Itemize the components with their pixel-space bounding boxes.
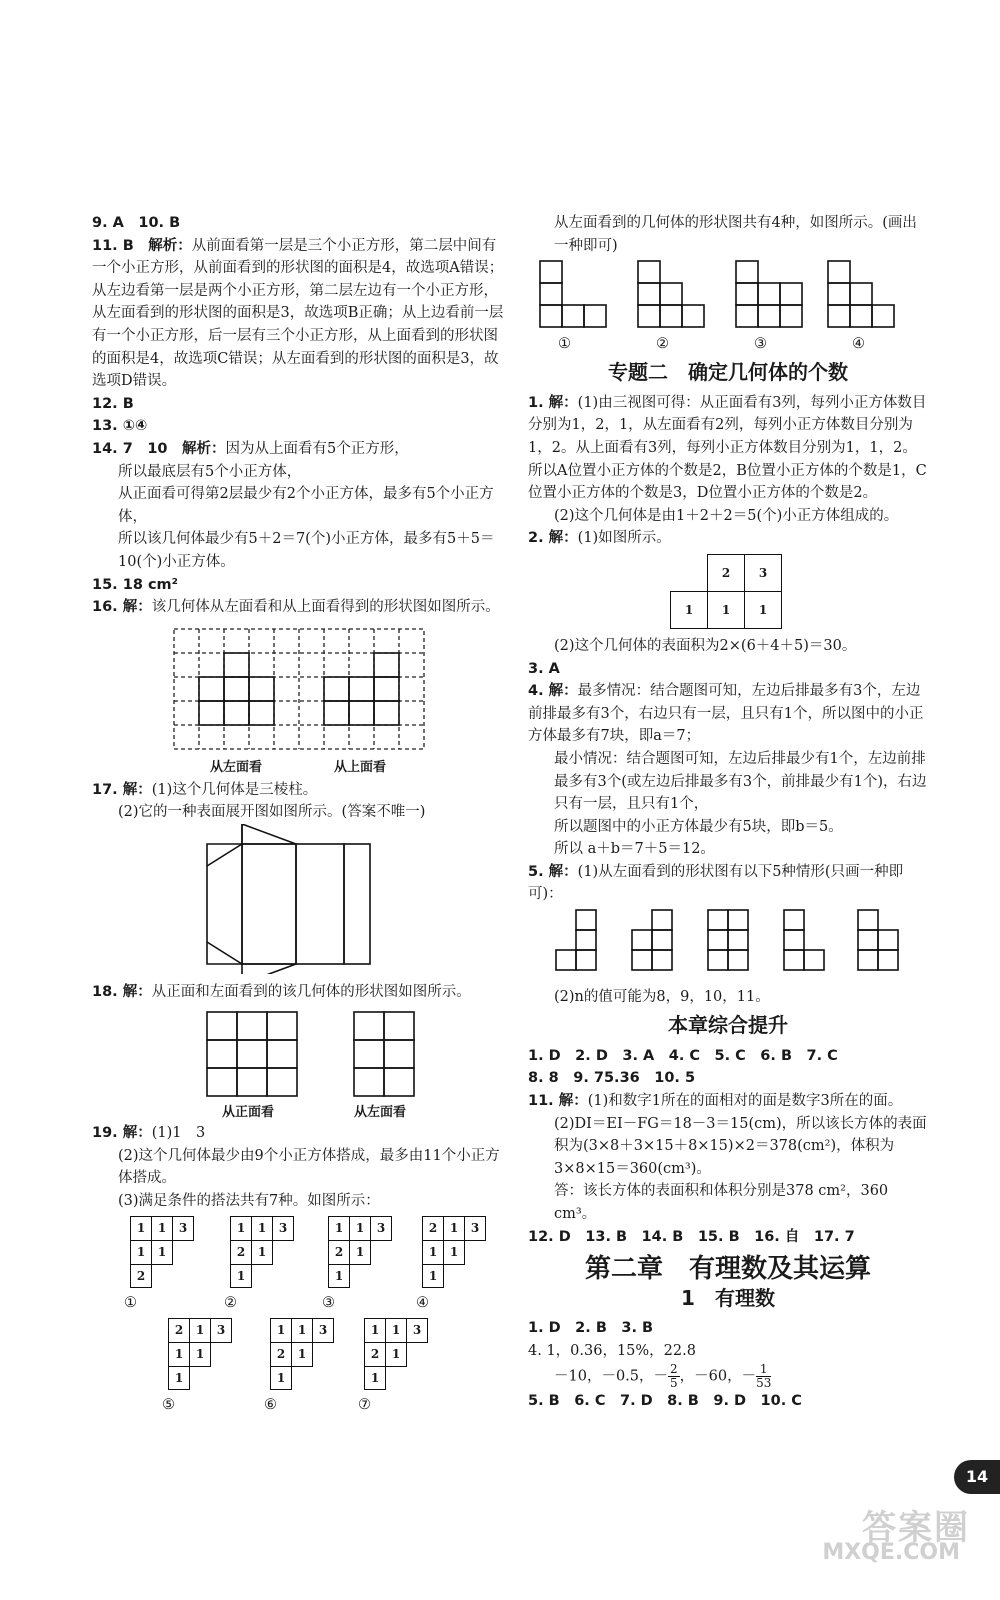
lesson-title: 1 有理数	[681, 1285, 775, 1310]
left-column	[92, 212, 504, 1416]
answer-13: 13. ①④	[92, 418, 148, 435]
q16-dashed-grid	[92, 619, 502, 754]
answer-11-num: 11. B	[92, 237, 134, 254]
answer-14-line4: 所以该几何体最少有5＋2＝7(个)小正方体，最多有5＋5＝10(个)小正方体。	[118, 531, 495, 570]
chapter-title: 第二章 有理数及其运算	[584, 1254, 871, 1285]
answer-16-text: 该几何体从左面看和从上面看得到的形状图如图所示。	[151, 599, 500, 616]
fraction-denominator: 5	[670, 1375, 678, 1390]
top-view-shape	[324, 653, 399, 725]
review-8-10: 8. 8 9. 75.36 10. 5	[528, 1070, 696, 1087]
review-11	[528, 1090, 928, 1113]
sec2-answer-1-line2: (2)这个几何体是由1＋2＋2＝5(个)小正方体组成的。	[554, 507, 899, 524]
arrangement-label: ⑤	[162, 1397, 175, 1414]
sec2-answer-2	[528, 527, 928, 550]
lesson-answer-5-10: 5. B 6. C 7. D 8. B 9. D 10. C	[528, 1392, 802, 1409]
answer-14	[92, 438, 504, 461]
watermark-logo: 答案圈	[862, 1508, 970, 1548]
arrangement-6: 1 1 3 2 1 1 ⑥	[270, 1318, 334, 1416]
arrangement-label: ①	[124, 1295, 137, 1312]
page-number: 14	[954, 1460, 1000, 1494]
sec2-answer-5-num: 5. 解：	[528, 863, 578, 880]
q19-arrangements	[92, 1216, 504, 1416]
answer-16-num: 16. 解：	[92, 599, 152, 616]
arrangement-label: ⑦	[358, 1397, 371, 1414]
review-12-17: 12. D 13. B 14. B 15. B 16. 自 17. 7	[528, 1228, 855, 1245]
lesson-answer-4: 4. 1，0.36，15%，22.8	[528, 1342, 696, 1359]
review-11-line3: 答：该长方体的表面积和体积分别是378 cm²，360 cm³。	[554, 1183, 889, 1222]
arrangement-label: ④	[416, 1295, 429, 1312]
sec2-answer-4-line1: 最多情况：结合题图可知，左边后排最多有3个，左边前排最多有3个，右边只有一层，且只有1个，所以图中的小正方体最多有7块，即a＝7；	[528, 683, 924, 745]
left-view-shape	[199, 653, 274, 725]
sec2-answer-1	[528, 392, 928, 505]
answer-17-line1: (1)这个几何体是三棱柱。	[151, 781, 318, 798]
answer-11-text: 从前面看第一层是三个小正方形，第二层中间有一个小正方形，从前面看到的形状图的面积是4，故选项A错误；从左边看第一层是两个小正方形，第二层左边有一个小正方形，从左面看到的形状图的面积是3，故选项B正确；从上边看前一层有一个小正方形，后一层有三个小正方形，从上面看到的形状图的面积是4，故选项C错误；从左面看到的形状图的面积是3，故选项D错误。	[92, 237, 504, 390]
views-intro: 从左面看到的几何体的形状图共有4种，如图所示。(画出一种即可)	[554, 215, 917, 254]
option-label: ④	[852, 336, 865, 353]
answer-14-line2: 所以最底层有5个小正方体，	[118, 463, 302, 480]
fraction-1-53	[756, 1363, 771, 1390]
answer-19	[92, 1122, 504, 1145]
q18-caption-left: 从左面看	[354, 1105, 407, 1121]
answer-19-line1: (1)1 3	[151, 1125, 206, 1142]
option-label: ③	[754, 336, 767, 353]
q16-caption-top: 从上面看	[334, 759, 387, 775]
option-label: ②	[656, 336, 669, 353]
negatives-part-b: ，－60，－	[679, 1368, 757, 1385]
left-view-shapes	[528, 257, 928, 335]
arrangement-7: 1 1 3 2 1 1 ⑦	[364, 1318, 428, 1416]
answer-19-line2: (2)这个几何体最少由9个小正方体搭成，最多由11个小正方体搭成。	[118, 1147, 500, 1187]
arrangement-1: 1 1 3 1 1 2 ①	[130, 1216, 194, 1314]
sec2-answer-3: 3. A	[528, 660, 560, 677]
sec2-answer-2-num: 2. 解：	[528, 530, 578, 547]
section-title-2: 专题二 确定几何体的个数	[608, 360, 848, 385]
q18-views	[92, 1004, 502, 1104]
grid-cell: 3	[745, 554, 782, 591]
fraction-numerator: 1	[756, 1363, 771, 1377]
q16-caption-left: 从左面看	[210, 759, 263, 775]
fraction-2-5	[668, 1363, 680, 1390]
arrangement-label: ③	[322, 1295, 335, 1312]
sec2-answer-4	[528, 680, 928, 748]
q18-figure	[92, 1004, 504, 1122]
grid-cell: 1	[708, 591, 745, 628]
answer-14-line3: 从正面看可得第2层最少有2个小正方体，最多有5个小正方体，	[118, 486, 494, 525]
answer-9-10: 9. A 10. B	[92, 215, 181, 231]
sec2-answer-2-line1: (1)如图所示。	[577, 530, 671, 547]
review-11-num: 11. 解：	[528, 1093, 588, 1110]
arrangement-2: 1 1 3 2 1 1 ②	[230, 1216, 294, 1314]
sec2-answer-5-shapes	[528, 906, 928, 978]
lesson-answer-4-negatives	[528, 1363, 928, 1390]
sec2-answer-5-line2: (2)n的值可能为8，9，10，11。	[554, 988, 770, 1005]
arrangement-5: 2 1 3 1 1 1 ⑤	[168, 1318, 232, 1416]
review-11-line1: (1)和数字1所在的面相对的面是数字3所在的面。	[587, 1093, 903, 1110]
sec2-answer-5-line1: (1)从左面看到的形状图有以下5种情形(只画一种即可)：	[528, 863, 904, 903]
review-11-line2: (2)DI＝EI－FG＝18－3＝15(cm)，所以该长方体的表面积为(3×8＋3×15＋8×15)×2＝378(cm²)，体积为3×8×15＝360(cm³)。	[554, 1115, 927, 1177]
grid-cell: 2	[708, 554, 745, 591]
lesson-answer-1-3: 1. D 2. B 3. B	[528, 1320, 654, 1337]
sec2-answer-2-line2: (2)这个几何体的表面积为2×(6＋4＋5)＝30。	[554, 637, 857, 654]
answer-14-line1: 因为从上面看有5个正方形，	[225, 440, 409, 457]
answer-18	[92, 981, 504, 1004]
left-view-options	[528, 257, 928, 355]
answer-17	[92, 779, 504, 802]
review-1-7: 1. D 2. D 3. A 4. C 5. C 6. B 7. C	[528, 1047, 838, 1064]
section-title-3: 本章综合提升	[668, 1013, 788, 1038]
answer-14-num: 14. 7 10	[92, 440, 168, 457]
q18-caption-front: 从正面看	[222, 1105, 275, 1121]
sec2-answer-4-line3: 所以题图中的小正方体最少有5块，即b＝5。	[554, 818, 843, 835]
answer-19-line3: (3)满足条件的搭法共有7种。如图所示：	[118, 1192, 380, 1209]
fraction-numerator: 2	[670, 1361, 678, 1376]
option-label: ①	[558, 336, 571, 353]
right-column	[528, 212, 928, 1412]
answer-11	[92, 235, 504, 393]
answer-14-tag: 解析：	[182, 440, 226, 457]
answer-18-text: 从正面和左面看到的该几何体的形状图如图所示。	[151, 984, 471, 1001]
answer-18-num: 18. 解：	[92, 984, 152, 1001]
answer-17-line2: (2)它的一种表面展开图如图所示。(答案不唯一)	[118, 804, 426, 821]
answer-12: 12. B	[92, 395, 134, 412]
sec2-answer-4-line2: 最小情况：结合题图可知，左边后排最少有1个，左边前排最多有3个(或左边后排最多有3个，前排最少有1个)，右边只有一层，且只有1个，	[554, 750, 927, 813]
answer-16	[92, 596, 504, 619]
sec2-answer-2-grid	[670, 554, 928, 629]
answer-19-num: 19. 解：	[92, 1125, 152, 1142]
q17-prism-net	[92, 824, 502, 974]
sec2-answer-4-line4: 所以 a＋b＝7＋5＝12。	[554, 841, 715, 858]
sec2-answer-5	[528, 861, 928, 906]
arrangement-label: ⑥	[264, 1397, 277, 1414]
arrangement-3: 1 1 3 2 1 1 ③	[328, 1216, 392, 1314]
watermark-url: MXQE.COM	[822, 1540, 960, 1565]
q16-figure	[92, 619, 504, 779]
answer-11-tag: 解析：	[148, 237, 192, 254]
sec2-answer-1-num: 1. 解：	[528, 394, 578, 411]
sec2-answer-1-line1: (1)由三视图可得：从正面看有3列，每列小正方体数目分别为1，2，1，从左面看有2列，每列小正方体数目分别为1，2。从上面看有3列，每列小正方体数目分别为1，1，2。所以A位置小正方体的个数是2，B位置小正方体的个数是1，C位置小正方体的个数是3，D位置小正方体的个数是2。	[528, 394, 927, 502]
negatives-part-a: －10，－0.5，－	[554, 1368, 669, 1385]
arrangement-label: ②	[224, 1295, 237, 1312]
fraction-denominator: 53	[756, 1375, 772, 1390]
arrangement-4: 2 1 3 1 1 1 ④	[422, 1216, 486, 1314]
answer-15: 15. 18 cm²	[92, 576, 179, 593]
grid-cell: 1	[671, 591, 708, 628]
sec2-answer-4-num: 4. 解：	[528, 683, 578, 700]
answer-17-num: 17. 解：	[92, 781, 152, 798]
grid-cell: 1	[745, 591, 782, 628]
